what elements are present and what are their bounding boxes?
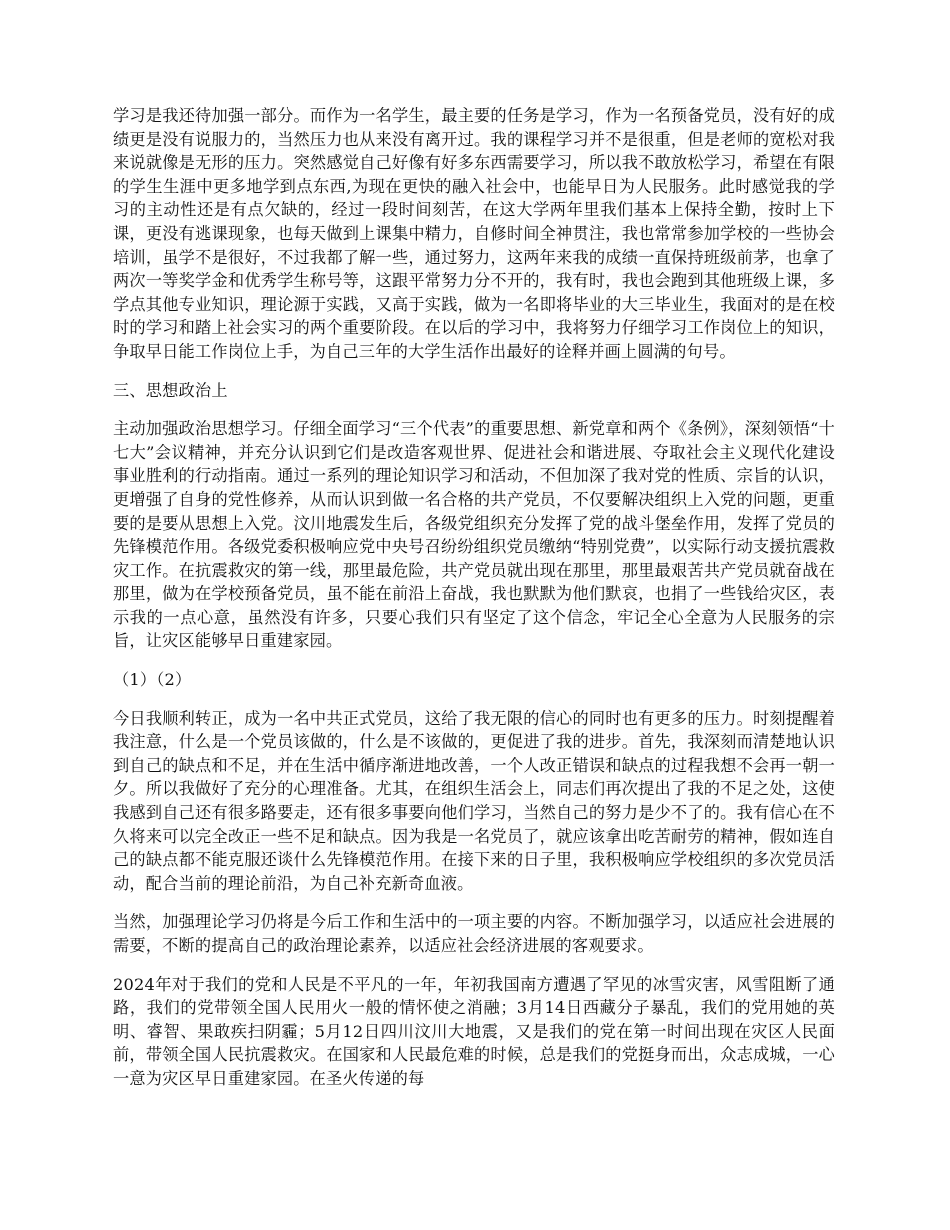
paragraph-political-study: 主动加强政治思想学习。仔细全面学习“三个代表”的重要思想、新党章和两个《条例》，深刻领悟“十七大”会议精神，并充分认识到它们是改造客观世界、促进社会和谐进展、夺取社会主义现代化建设事业胜利的行动指南。通过一系列的理论知识学习和活动，不但加深了我对党的性质、宗旨的认识，更增强了自身的党性修养，从而认识到做一名合格的共产党员，不仅要解决组织上入党的问题，更重要的是要从思想上入党。汶川地震发生后，各级党组织充分发挥了党的战斗堡垒作用，发挥了党员的先锋模范作用。各级党委积极响应党中央号召纷纷组织党员缴纳“特别党费”，以实际行动支援抗震救灾工作。在抗震救灾的第一线，那里最危险，共产党员就出现在那里，那里最艰苦共产党员就奋战在那里，做为在学校预备党员，虽不能在前沿上奋战，我也默默为他们默哀，也捐了一些钱给灾区，表示我的一点心意，虽然没有许多，只要心我们只有坚定了这个信念，牢记全心全意为人民服务的宗旨，让灾区能够早日重建家园。 (113, 419, 835, 651)
paragraph-year-review: 2024年对于我们的党和人民是不平凡的一年，年初我国南方遭遇了罕见的冰雪灾害，风雪阻断了通路，我们的党带领全国人民用火一般的情怀使之消融；3月14日西藏分子暴乱，我们的党用她的英明、睿智、果敢疾扫阴霾；5月12日四川汶川大地震，又是我们的党在第一时间出现在灾区人民面前，带领全国人民抗震救灾。在国家和人民最危难的时候，总是我们的党挺身而出，众志成城，一心一意为灾区早日重建家园。在圣火传递的每 (113, 974, 835, 1088)
paragraph-full-membership: 今日我顺利转正，成为一名中共正式党员，这给了我无限的信心的同时也有更多的压力。时刻提醒着我注意，什么是一个党员该做的，什么是不该做的，更促进了我的进步。首先，我深刻而清楚地认识到自己的缺点和不足，并在生活中循序渐进地改善，一个人改正错误和缺点的过程我想不会再一朝一夕。所以我做好了充分的心理准备。尤其，在组织生活会上，同志们再次提出了我的不足之处，这使我感到自己还有很多路要走，还有很多事要向他们学习，当然自己的努力是少不了的。我有信心在不久将来可以完全改正一些不足和缺点。因为我是一名党员了，就应该拿出吃苦耐劳的精神，假如连自己的缺点都不能克服还谈什么先锋模范作用。在接下来的日子里，我积极响应学校组织的多次党员活动，配合当前的理论前沿，为自己补充新奇血液。 (113, 708, 835, 893)
document-page (113, 104, 835, 1091)
list-marker: （1）（2） (113, 670, 192, 690)
section-heading-ideology-politics: 三、思想政治上 (113, 380, 228, 400)
paragraph-study: 学习是我还待加强一部分。而作为一名学生，最主要的任务是学习，作为一名预备党员，没有好的成绩更是没有说服力的，当然压力也从来没有离开过。我的课程学习并不是很重，但是老师的宽松对我来说就像是无形的压力。突然感觉自己好像有好多东西需要学习，所以我不敢放松学习，希望在有限的学生生涯中更多地学到点东西,为现在更快的融入社会中，也能早日为人民服务。此时感觉我的学习的主动性还是有点欠缺的，经过一段时间刻苦，在这大学两年里我们基本上保持全勤，按时上下课，更没有逃课现象，也每天做到上课集中精力，自修时间全神贯注，我也常常参加学校的一些协会培训，虽学不是很好，不过我都了解一些，通过努力，这两年来我的成绩一直保持班级前茅，也拿了两次一等奖学金和优秀学生称号等，这跟平常努力分不开的，我有时，我也会跑到其他班级上课，多学点其他专业知识，理论源于实践，又高于实践，做为一名即将毕业的大三毕业生，我面对的是在校时的学习和踏上社会实习的两个重要阶段。在以后的学习中，我将努力仔细学习工作岗位上的知识，争取早日能工作岗位上手，为自己三年的大学生活作出最好的诠释并画上圆满的句号。 (113, 106, 835, 361)
paragraph-theory-study: 当然，加强理论学习仍将是今后工作和生活中的一项主要的内容。不断加强学习，以适应社会进展的需要，不断的提高自己的政治理论素养，以适应社会经济进展的客观要求。 (113, 912, 835, 955)
